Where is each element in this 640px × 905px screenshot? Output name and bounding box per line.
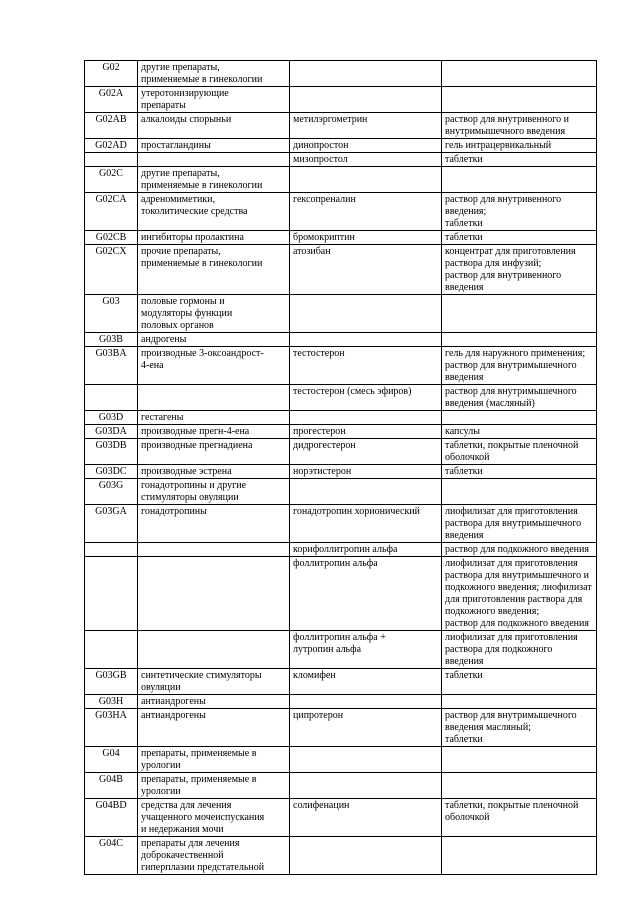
drug-name-cell (290, 87, 442, 113)
dosage-form-cell (442, 411, 597, 425)
atc-group-cell: синтетические стимуляторы овуляции (138, 669, 290, 695)
drug-name-cell (290, 61, 442, 87)
table-row (85, 773, 597, 799)
atc-code-cell: G02 (85, 61, 138, 87)
dosage-form-cell: таблетки (442, 669, 597, 695)
atc-group-cell: другие препараты, применяемые в гинекологии (138, 167, 290, 193)
atc-group-cell: антиандрогены (138, 695, 290, 709)
table-row (85, 153, 597, 167)
drug-name-cell (290, 773, 442, 799)
atc-drug-table (84, 60, 597, 875)
dosage-form-cell: лиофилизат для приготовления раствора для внутримышечного и подкожного введения; лиофилизат для приготовления раствора для подкожного введения; раствор для подкожного введения (442, 557, 597, 631)
drug-name-cell: фоллитропин альфа (290, 557, 442, 631)
atc-code-cell: G02CA (85, 193, 138, 231)
table-row (85, 425, 597, 439)
atc-code-cell: G04 (85, 747, 138, 773)
dosage-form-cell: раствор для внутримышечного введения (масляный) (442, 385, 597, 411)
atc-group-cell (138, 557, 290, 631)
dosage-form-cell (442, 695, 597, 709)
table-row (85, 799, 597, 837)
dosage-form-cell: гель интрацервикальный (442, 139, 597, 153)
drug-name-cell (290, 479, 442, 505)
dosage-form-cell (442, 837, 597, 875)
atc-code-cell (85, 543, 138, 557)
table-row (85, 709, 597, 747)
drug-name-cell: тестостерон (290, 347, 442, 385)
table-row (85, 505, 597, 543)
atc-code-cell: G03 (85, 295, 138, 333)
drug-name-cell (290, 837, 442, 875)
table-row (85, 557, 597, 631)
dosage-form-cell: таблетки, покрытые пленочной оболочкой (442, 439, 597, 465)
table-row (85, 61, 597, 87)
atc-code-cell (85, 557, 138, 631)
drug-name-cell: дидрогестерон (290, 439, 442, 465)
atc-group-cell: гонадотропины (138, 505, 290, 543)
table-row (85, 837, 597, 875)
drug-name-cell: метилэргометрин (290, 113, 442, 139)
drug-name-cell: гонадотропин хорионический (290, 505, 442, 543)
atc-group-cell (138, 385, 290, 411)
drug-name-cell (290, 747, 442, 773)
atc-group-cell: препараты для лечения доброкачественной гиперплазии предстательной (138, 837, 290, 875)
table-row (85, 231, 597, 245)
drug-name-cell: тестостерон (смесь эфиров) (290, 385, 442, 411)
atc-group-cell: препараты, применяемые в урологии (138, 747, 290, 773)
dosage-form-cell: гель для наружного применения; раствор для внутримышечного введения (442, 347, 597, 385)
atc-group-cell (138, 153, 290, 167)
atc-group-cell: производные 3-оксоандрост- 4-ена (138, 347, 290, 385)
table-row (85, 747, 597, 773)
table-row (85, 385, 597, 411)
table-row (85, 543, 597, 557)
atc-group-cell: прочие препараты, применяемые в гинекологии (138, 245, 290, 295)
atc-group-cell: производные прегнадиена (138, 439, 290, 465)
atc-code-cell: G02A (85, 87, 138, 113)
table-row (85, 113, 597, 139)
drug-name-cell: фоллитропин альфа + лутропин альфа (290, 631, 442, 669)
table-row (85, 411, 597, 425)
table-row (85, 479, 597, 505)
atc-group-cell: адреномиметики, токолитические средства (138, 193, 290, 231)
table-row (85, 139, 597, 153)
table-row (85, 439, 597, 465)
atc-group-cell: гонадотропины и другие стимуляторы овуляции (138, 479, 290, 505)
atc-code-cell: G04B (85, 773, 138, 799)
table-row (85, 295, 597, 333)
atc-code-cell (85, 631, 138, 669)
atc-code-cell: G03B (85, 333, 138, 347)
dosage-form-cell (442, 333, 597, 347)
atc-code-cell: G03G (85, 479, 138, 505)
dosage-form-cell (442, 61, 597, 87)
atc-group-cell: утеротонизирующие препараты (138, 87, 290, 113)
drug-name-cell: корифоллитропин альфа (290, 543, 442, 557)
atc-code-cell (85, 385, 138, 411)
atc-group-cell: препараты, применяемые в урологии (138, 773, 290, 799)
dosage-form-cell: раствор для внутримышечного введения масляный; таблетки (442, 709, 597, 747)
atc-code-cell: G03GA (85, 505, 138, 543)
atc-code-cell (85, 153, 138, 167)
atc-group-cell: ингибиторы пролактина (138, 231, 290, 245)
table-row (85, 245, 597, 295)
atc-group-cell: производные прегн-4-ена (138, 425, 290, 439)
atc-code-cell: G03HA (85, 709, 138, 747)
atc-code-cell: G04C (85, 837, 138, 875)
atc-code-cell: G03D (85, 411, 138, 425)
drug-name-cell: кломифен (290, 669, 442, 695)
atc-table-body (85, 61, 597, 875)
atc-group-cell: другие препараты, применяемые в гинекологии (138, 61, 290, 87)
dosage-form-cell: таблетки (442, 465, 597, 479)
drug-name-cell (290, 333, 442, 347)
atc-group-cell: производные эстрена (138, 465, 290, 479)
atc-group-cell: андрогены (138, 333, 290, 347)
dosage-form-cell: раствор для внутривенного введения; таблетки (442, 193, 597, 231)
atc-code-cell: G03DB (85, 439, 138, 465)
table-row (85, 669, 597, 695)
table-row (85, 193, 597, 231)
atc-code-cell: G03BA (85, 347, 138, 385)
atc-group-cell (138, 631, 290, 669)
dosage-form-cell: раствор для подкожного введения (442, 543, 597, 557)
atc-code-cell: G02C (85, 167, 138, 193)
atc-code-cell: G03H (85, 695, 138, 709)
atc-code-cell: G03GB (85, 669, 138, 695)
drug-name-cell (290, 167, 442, 193)
drug-name-cell: динопростон (290, 139, 442, 153)
drug-name-cell: бромокриптин (290, 231, 442, 245)
dosage-form-cell (442, 747, 597, 773)
table-row (85, 347, 597, 385)
dosage-form-cell (442, 773, 597, 799)
dosage-form-cell: таблетки, покрытые пленочной оболочкой (442, 799, 597, 837)
atc-code-cell: G03DA (85, 425, 138, 439)
atc-group-cell: алкалоиды спорыньи (138, 113, 290, 139)
drug-name-cell: норэтистерон (290, 465, 442, 479)
atc-code-cell: G04BD (85, 799, 138, 837)
dosage-form-cell (442, 479, 597, 505)
dosage-form-cell: лиофилизат для приготовления раствора для подкожного введения (442, 631, 597, 669)
dosage-form-cell: раствор для внутривенного и внутримышечного введения (442, 113, 597, 139)
table-row (85, 695, 597, 709)
drug-name-cell: ципротерон (290, 709, 442, 747)
atc-group-cell (138, 543, 290, 557)
dosage-form-cell: капсулы (442, 425, 597, 439)
atc-code-cell: G02AB (85, 113, 138, 139)
atc-code-cell: G02CB (85, 231, 138, 245)
table-row (85, 167, 597, 193)
dosage-form-cell: концентрат для приготовления раствора для инфузий; раствор для внутривенного введения (442, 245, 597, 295)
atc-code-cell: G03DC (85, 465, 138, 479)
table-row (85, 333, 597, 347)
drug-name-cell: мизопростол (290, 153, 442, 167)
drug-name-cell: солифенацин (290, 799, 442, 837)
atc-group-cell: антиандрогены (138, 709, 290, 747)
dosage-form-cell: таблетки (442, 153, 597, 167)
atc-group-cell: средства для лечения учащенного мочеиспускания и недержания мочи (138, 799, 290, 837)
drug-name-cell: гексопреналин (290, 193, 442, 231)
drug-name-cell (290, 695, 442, 709)
dosage-form-cell: лиофилизат для приготовления раствора для внутримышечного введения (442, 505, 597, 543)
dosage-form-cell (442, 167, 597, 193)
dosage-form-cell (442, 295, 597, 333)
dosage-form-cell (442, 87, 597, 113)
atc-code-cell: G02CX (85, 245, 138, 295)
atc-code-cell: G02AD (85, 139, 138, 153)
atc-group-cell: простагландины (138, 139, 290, 153)
dosage-form-cell: таблетки (442, 231, 597, 245)
table-row (85, 465, 597, 479)
atc-group-cell: половые гормоны и модуляторы функции половых органов (138, 295, 290, 333)
table-row (85, 631, 597, 669)
drug-name-cell: прогестерон (290, 425, 442, 439)
drug-name-cell (290, 411, 442, 425)
atc-group-cell: гестагены (138, 411, 290, 425)
drug-name-cell (290, 295, 442, 333)
drug-name-cell: атозибан (290, 245, 442, 295)
table-row (85, 87, 597, 113)
